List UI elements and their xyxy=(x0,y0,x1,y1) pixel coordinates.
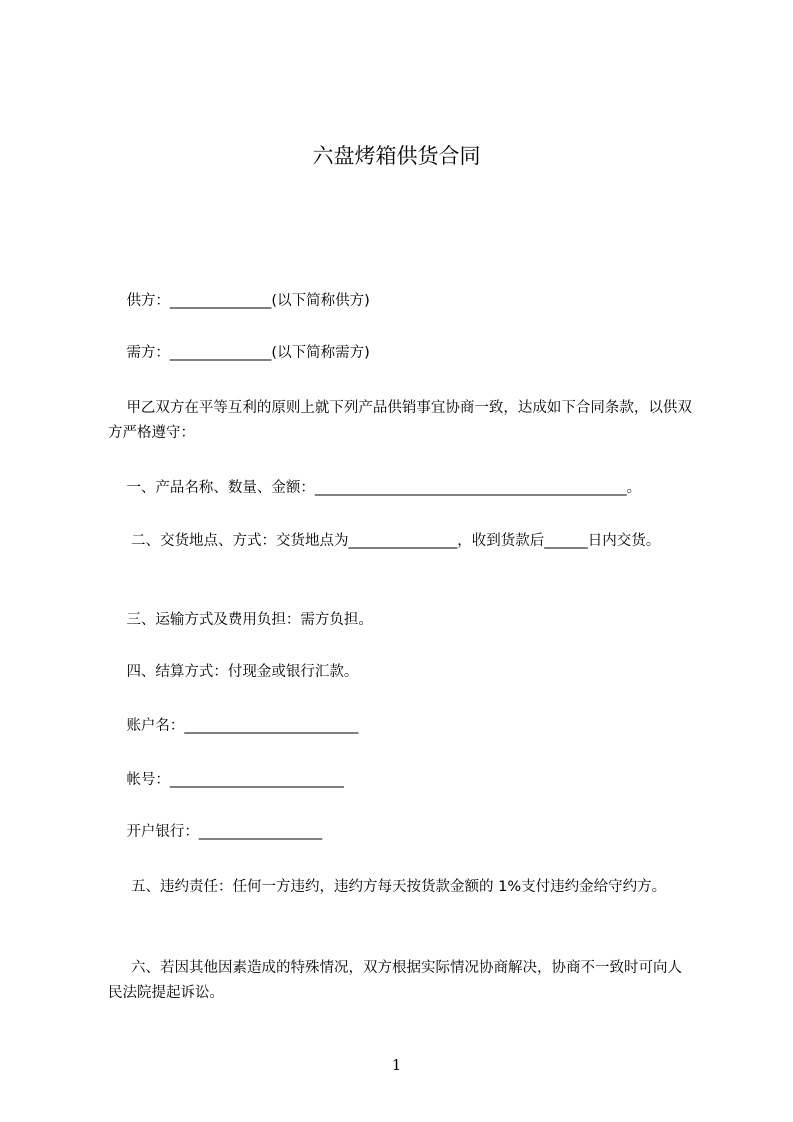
clause-6-disputes: 六、若因其他因素造成的特殊情况，双方根据实际情况协商解决，协商不一致时可向人民法院提起诉讼。 xyxy=(108,960,683,1001)
clause-4-settlement: 四、结算方式：付现金或银行汇款。 xyxy=(108,664,359,680)
clause-2-delivery: 二、交货地点、方式：交货地点为_______________，收到货款后______日内交货。 xyxy=(108,533,661,549)
clause-3-transport: 三、运输方式及费用负担：需方负担。 xyxy=(108,612,373,628)
bank-line: 开户银行：_________________ xyxy=(108,824,323,840)
preamble-paragraph: 甲乙双方在平等互利的原则上就下列产品供销事宜协商一致，达成如下合同条款，以供双方严格遵守： xyxy=(108,400,692,441)
account-number-line: 帐号：________________________ xyxy=(108,772,344,788)
page-number: 1 xyxy=(391,1056,402,1074)
clause-5-liability: 五、违约责任：任何一方违约，违约方每天按货款金额的 1%支付违约金给守约方。 xyxy=(108,879,667,895)
buyer-line: 需方：______________(以下简称需方) xyxy=(108,345,370,361)
clause-1-product: 一、产品名称、数量、金额：___________________________________________。 xyxy=(108,480,642,496)
account-name-line: 账户名：________________________ xyxy=(108,718,359,734)
document-title: 六盘烤箱供货合同 xyxy=(312,144,481,168)
supplier-line: 供方：______________(以下简称供方) xyxy=(108,293,370,309)
